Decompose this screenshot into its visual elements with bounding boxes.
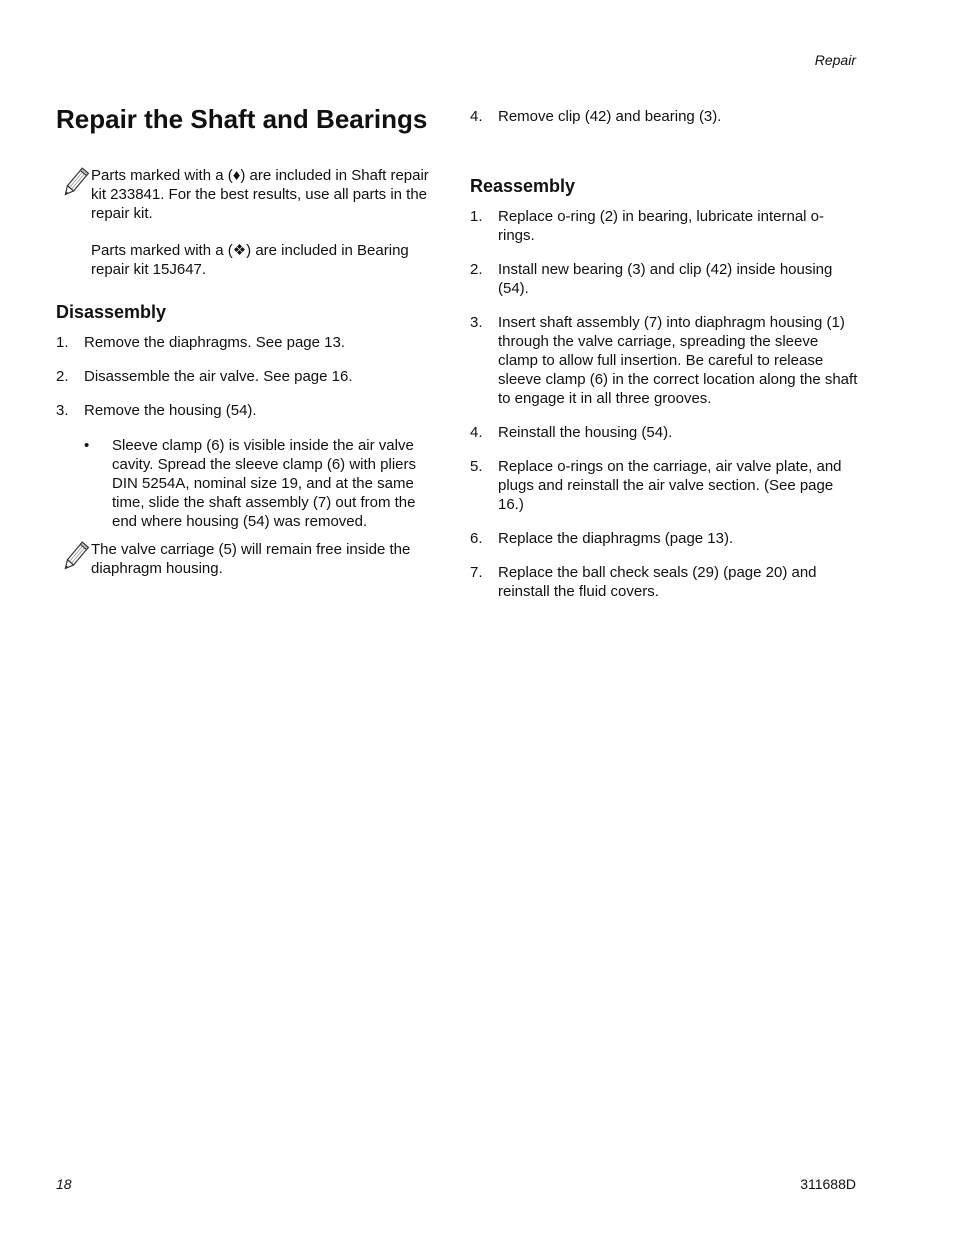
pencil-note-icon: [58, 540, 92, 574]
list-item: 1. Remove the diaphragms. See page 13.: [56, 334, 345, 351]
list-item: 5. Replace o-rings on the carriage, air valve plate, and plugs and reinstall the air valve section. (See page 16.): [470, 458, 842, 513]
reassembly-heading: Reassembly: [470, 176, 576, 196]
list-item: 3. Insert shaft assembly (7) into diaphragm housing (1) through the valve carriage, spreading the sleeve clamp to allow full insertion. Be careful to release sleeve clamp (6) in the correct location along the shaft to engage it in all three grooves.: [470, 314, 858, 407]
disassembly-bullets: [84, 436, 429, 531]
disassembly-heading: Disassembly: [56, 302, 167, 322]
list-item: 2. Disassemble the air valve. See page 16.: [56, 368, 353, 385]
list-item: 2. Install new bearing (3) and clip (42) inside housing (54).: [470, 261, 833, 297]
carriage-note-text: The valve carriage (5) will remain free inside the diaphragm housing.: [91, 541, 411, 577]
page-title: Repair the Shaft and Bearings: [56, 104, 428, 134]
running-header: Repair: [814, 52, 856, 68]
kit-note-paragraph-2: Parts marked with a (❖) are included in Bearing repair kit 15J647.: [91, 242, 409, 278]
list-item: 6. Replace the diaphragms (page 13).: [470, 530, 734, 547]
pencil-note-icon: [58, 166, 92, 200]
list-item: 1. Replace o-ring (2) in bearing, lubricate internal o-rings.: [470, 208, 825, 244]
list-item: • Sleeve clamp (6) is visible inside the air valve cavity. Spread the sleeve clamp (6) with pliers DIN 5254A, nominal size 19, and at the same time, slide the shaft assembly (7) out from the end where housing (54) was removed.: [84, 437, 417, 530]
list-item: 3. Remove the housing (54).: [56, 402, 257, 419]
carriage-note: [56, 540, 431, 596]
page-number: 18: [56, 1176, 72, 1192]
kit-note-paragraph-1: Parts marked with a (♦) are included in Shaft repair kit 233841. For the best results, use all parts in the repair kit.: [91, 167, 429, 222]
kit-note: [56, 166, 431, 297]
reassembly-steps: [470, 207, 860, 601]
document-number: 311688D: [800, 1176, 856, 1192]
list-item: 7. Replace the ball check seals (29) (page 20) and reinstall the fluid covers.: [470, 564, 817, 600]
list-item: 4. Reinstall the housing (54).: [470, 424, 673, 441]
disassembly-steps: [56, 333, 431, 420]
disassembly-steps-continued: [470, 107, 860, 126]
list-item: 4. Remove clip (42) and bearing (3).: [470, 108, 722, 125]
